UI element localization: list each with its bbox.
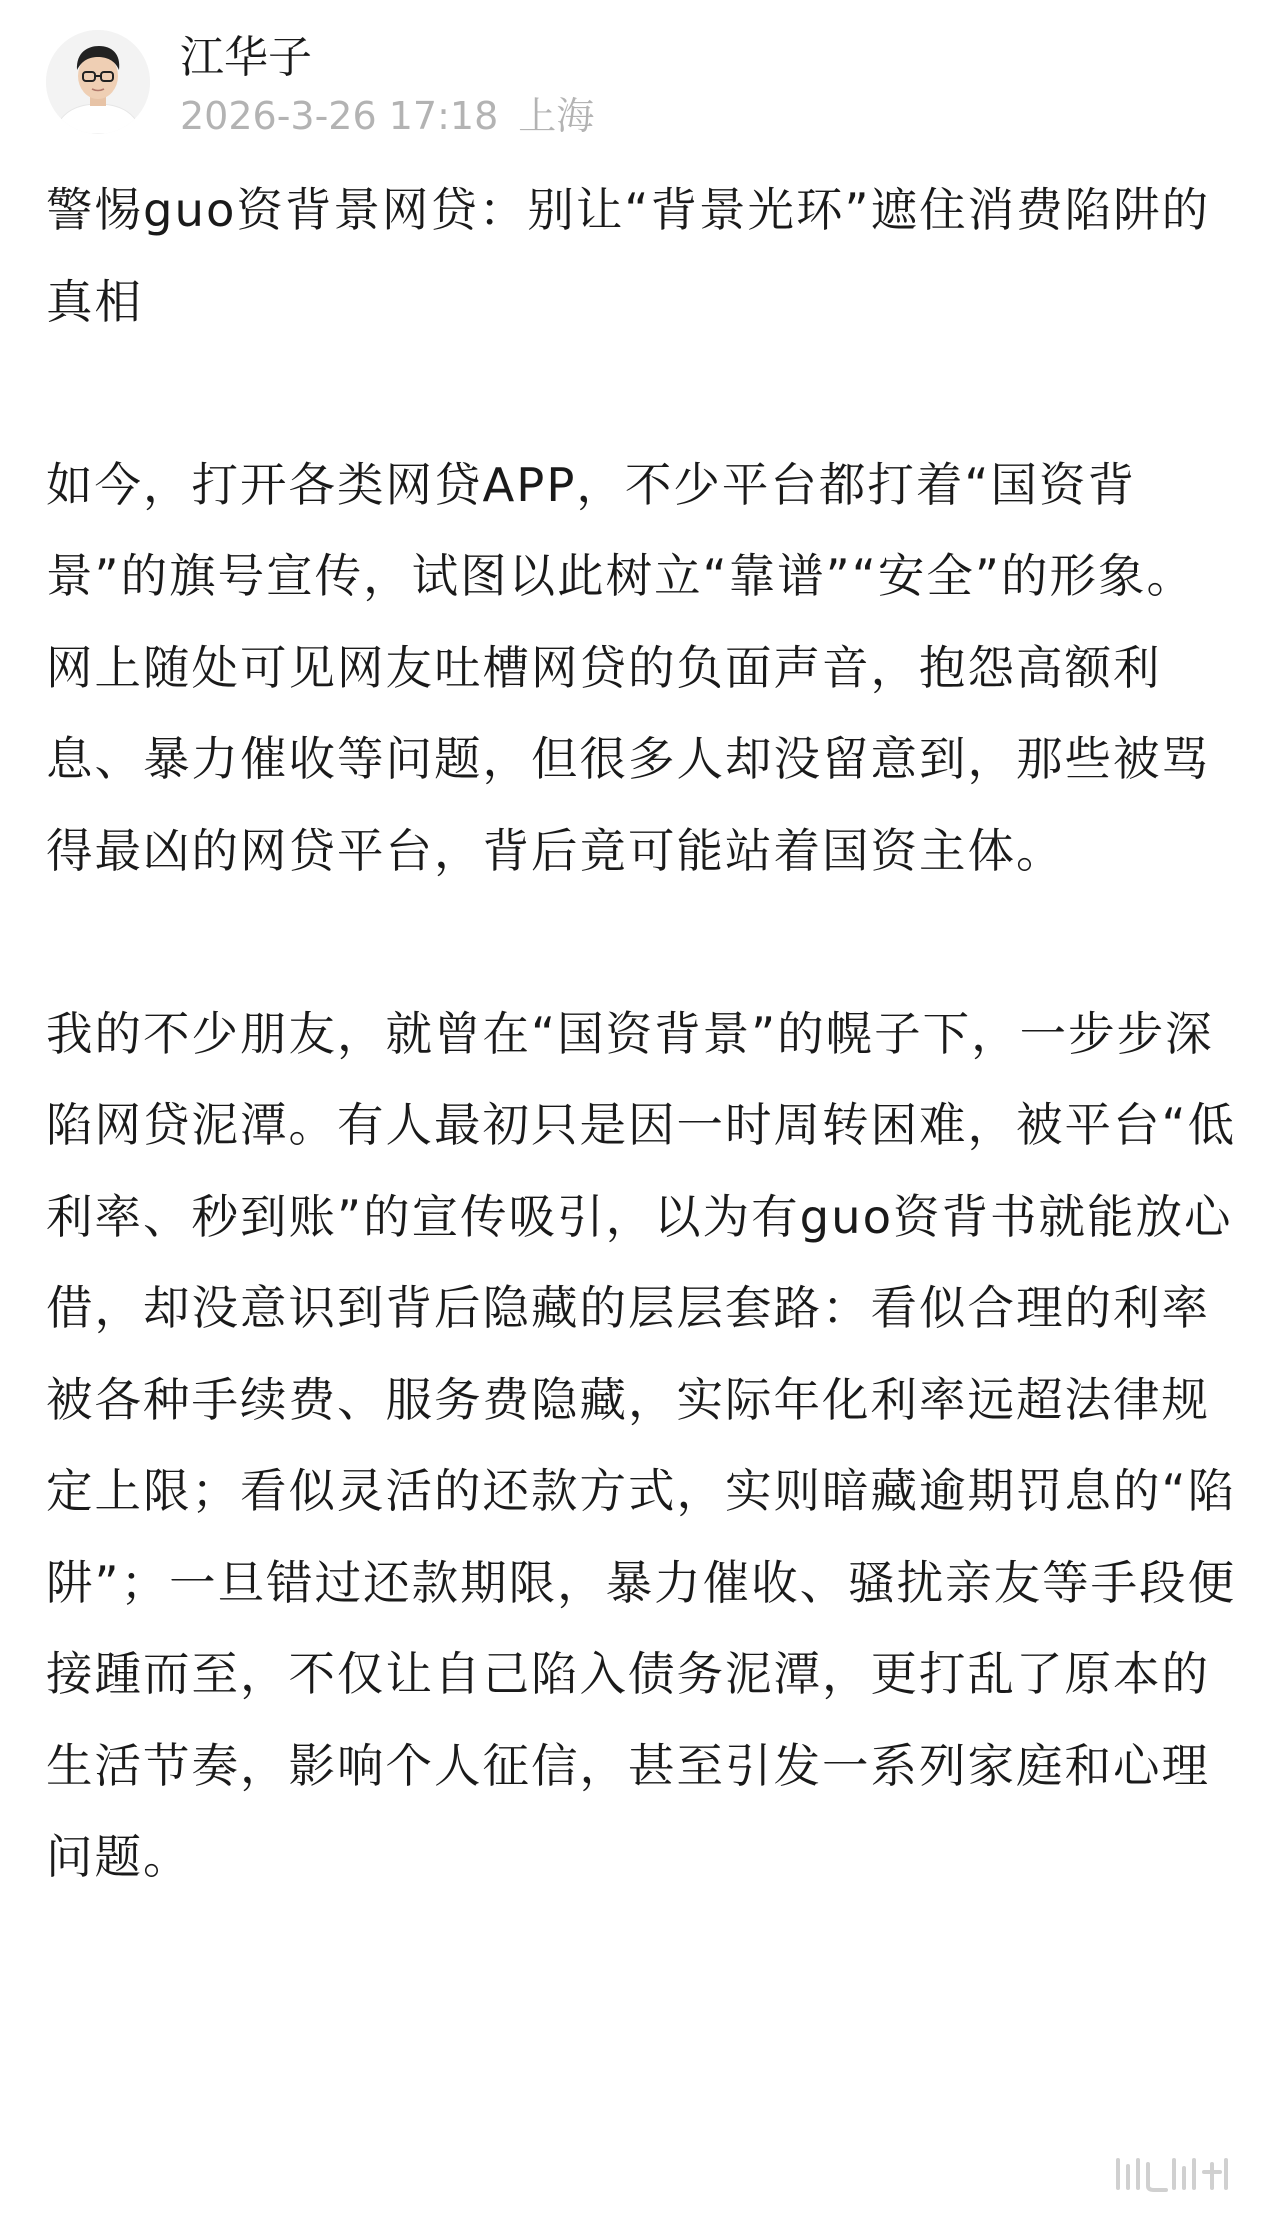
post-title-paragraph: 警惕guo资背景网贷：别让“背景光环”遮住消费陷阱的真相 (46, 183, 1211, 329)
author-avatar[interactable] (46, 30, 150, 134)
post-paragraph: 如今，打开各类网贷APP，不少平台都打着“国资背景”的旗号宣传，试图以此树立“靠谱”“安全”的形象。网上随处可见网友吐槽网贷的负面声音，抱怨高额利息、暴力催收等问题，但很多人却没留意到，那些被骂得最凶的网贷平台，背后竟可能站着国资主体。 (46, 457, 1210, 878)
post-meta (180, 92, 594, 140)
post-location: 上海 (518, 94, 595, 138)
post-paragraph: 我的不少朋友，就曾在“国资背景”的幌子下，一步步深陷网贷泥潭。有人最初只是因一时周转困难，被平台“低利率、秒到账”的宣传吸引，以为有guo资背书就能放心借，却没意识到背后隐藏的层层套路：看似合理的利率被各种手续费、服务费隐藏，实际年化利率远超法律规定上限；看似灵活的还款方式，实则暗藏逾期罚息的“陷阱”；一旦错过还款期限，暴力催收、骚扰亲友等手段便接踵而至，不仅让自己陷入债务泥潭，更打乱了原本的生活节奏，影响个人征信，甚至引发一系列家庭和心理问题。 (46, 1006, 1237, 1884)
post-body (46, 165, 1240, 1904)
author-name[interactable]: 江华子 (180, 32, 312, 83)
post-timestamp: 2026-3-26 17:18 (180, 94, 499, 138)
post-header (46, 26, 1236, 142)
watermark-logo-icon (1108, 2152, 1238, 2196)
user-avatar-icon (46, 30, 150, 134)
